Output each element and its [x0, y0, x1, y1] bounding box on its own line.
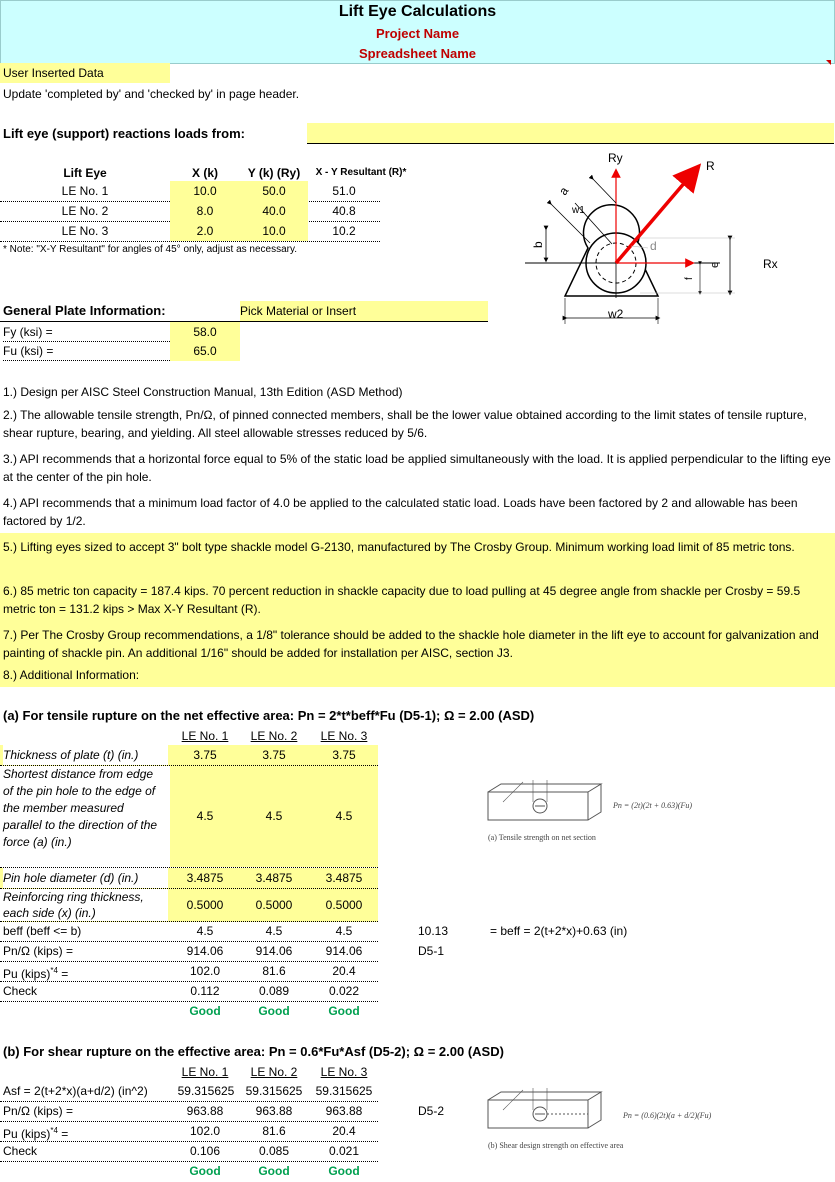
shortest-input[interactable]: 4.5	[265, 809, 283, 823]
resultant-note: * Note: "X-Y Resultant" for angles of 45° only, adjust as necessary.	[3, 244, 298, 255]
e-label: e	[709, 261, 721, 268]
beff-row	[0, 922, 378, 942]
check-value: 0.112	[190, 984, 220, 998]
check-value: 0.085	[258, 1144, 290, 1158]
ring-input[interactable]: 0.5000	[186, 898, 224, 912]
project-name: Project Name	[375, 26, 460, 41]
row-name: LE No. 3	[61, 224, 109, 238]
b-label: b	[531, 241, 545, 248]
check-value: 0.021	[328, 1144, 360, 1158]
resultant-value: 40.8	[332, 204, 356, 218]
pin-label: Pin hole diameter (d) (in.)	[3, 868, 168, 888]
plate-label: General Plate Information:	[3, 303, 166, 318]
pn-label: Pn/Ω (kips) =	[3, 1104, 73, 1118]
pu-value: 20.4	[332, 1124, 356, 1138]
shortest-row	[0, 766, 378, 868]
pn-value: 963.88	[255, 1104, 293, 1118]
pn-value: 963.88	[186, 1104, 224, 1118]
x-input[interactable]: 10.0	[170, 181, 240, 201]
col-le2: LE No. 2	[250, 1065, 298, 1079]
pu-sup: *4	[50, 1126, 58, 1135]
rx-label: Rx	[763, 257, 778, 271]
tensile-caption: (a) Tensile strength on net section	[488, 833, 596, 842]
pin-input[interactable]: 3.4875	[325, 871, 363, 885]
page-header	[0, 0, 835, 64]
note-1: 1.) Design per AISC Steel Construction Manual, 13th Edition (ASD Method)	[3, 385, 403, 399]
note-4: 4.) API recommends that a minimum load factor of 4.0 be applied to the calculated static load. Loads have been factored by 2 and allowable has been factored by 1/2.	[3, 496, 798, 528]
pu-value: 102.0	[189, 964, 221, 978]
fy-row	[0, 321, 240, 342]
asf-label: Asf = 2(t+2*x)(a+d/2) (in^2)	[3, 1084, 148, 1098]
row-name: LE No. 1	[61, 184, 109, 198]
material-select[interactable]: Pick Material or Insert	[240, 301, 488, 322]
y-input[interactable]: 10.0	[240, 221, 308, 241]
asf-value: 59.315625	[245, 1084, 303, 1098]
result-good: Good	[328, 1164, 360, 1178]
tensile-figure	[483, 772, 743, 847]
note-3: 3.) API recommends that a horizontal force equal to 5% of the static load be applied simultaneously with the load. It is applied perpendicular to the lifting eye at the center of the pin hole.	[3, 452, 831, 484]
pn-value: 914.06	[186, 944, 224, 958]
w1-label: w1	[572, 205, 585, 216]
thickness-input[interactable]: 3.75	[332, 748, 356, 762]
note-7[interactable]: 7.) Per The Crosby Group recommendations, a 1/8" tolerance should be added to the shackle hole diameter in the lift eye to account for galvanization and painting of shackle pin. An additional 1/16" should be added for installation per AISC, section J3.	[3, 628, 819, 660]
shortest-input[interactable]: 4.5	[196, 809, 214, 823]
y-input[interactable]: 50.0	[240, 181, 308, 201]
x-input[interactable]: 8.0	[170, 201, 240, 221]
col-x: X (k)	[191, 166, 218, 180]
fu-input[interactable]: 65.0	[170, 341, 240, 361]
pu-row	[0, 1122, 378, 1142]
note-5[interactable]: 5.) Lifting eyes sized to accept 3" bolt type shackle model G-2130, manufactured by The Crosby Group. Minimum working load limit of 85 metric tons.	[3, 540, 795, 554]
spreadsheet-name: Spreadsheet Name	[358, 46, 477, 61]
beff-value: 4.5	[196, 924, 214, 938]
table-row	[0, 181, 380, 202]
fy-label: Fy (ksi) =	[3, 322, 170, 342]
pu-eq: =	[57, 967, 69, 981]
pu-value: 81.6	[262, 964, 286, 978]
pn-value: 963.88	[325, 1104, 363, 1118]
shear-caption: (b) Shear design strength on effective area	[488, 1141, 624, 1150]
col-le1: LE No. 1	[181, 1065, 229, 1079]
beff-ref: 10.13	[418, 924, 449, 938]
a-label: a	[555, 184, 572, 198]
pin-row	[0, 868, 378, 889]
pn-label: Pn/Ω (kips) =	[3, 944, 73, 958]
ring-label: Reinforcing ring thickness, each side (x) (in.)	[0, 889, 168, 921]
check-value: 0.022	[328, 984, 360, 998]
reactions-label: Lift eye (support) reactions loads from:	[3, 126, 245, 141]
update-note: Update 'completed by' and 'checked by' in page header.	[3, 87, 300, 101]
col-le1: LE No. 1	[181, 729, 229, 743]
result-good: Good	[258, 1164, 290, 1178]
note-6[interactable]: 6.) 85 metric ton capacity = 187.4 kips. 70 percent reduction in shackle capacity due to load pulling at 45 degree angle from shackle per Crosby = 59.5 metric ton = 131.2 kips > Max X-Y Resultant (R).	[3, 584, 801, 616]
table-row	[0, 221, 380, 242]
asf-value: 59.315625	[315, 1084, 373, 1098]
d-label: d	[650, 239, 657, 253]
pu-value: 81.6	[262, 1124, 286, 1138]
row-name: LE No. 2	[61, 204, 109, 218]
check-row	[0, 1142, 378, 1162]
pn-ref: D5-1	[418, 944, 445, 958]
ring-input[interactable]: 0.5000	[325, 898, 363, 912]
col-y: Y (k) (Ry)	[247, 166, 301, 180]
pu-sup: *4	[50, 966, 58, 975]
r-label: R	[706, 159, 715, 173]
thickness-input[interactable]: 3.75	[262, 748, 286, 762]
pin-input[interactable]: 3.4875	[186, 871, 224, 885]
beff-formula: = beff = 2(t+2*x)+0.63 (in)	[490, 924, 628, 938]
x-input[interactable]: 2.0	[170, 221, 240, 241]
check-value: 0.089	[258, 984, 290, 998]
thickness-input[interactable]: 3.75	[193, 748, 217, 762]
f-label: f	[684, 277, 695, 280]
result-good: Good	[189, 1004, 221, 1018]
pn-value: 914.06	[255, 944, 293, 958]
ring-input[interactable]: 0.5000	[255, 898, 293, 912]
check-row	[0, 982, 378, 1002]
col-lift-eye: Lift Eye	[63, 166, 107, 180]
asf-row	[0, 1082, 378, 1102]
pu-value: 20.4	[332, 964, 356, 978]
thickness-row	[0, 745, 378, 766]
col-resultant: X - Y Resultant (R)*	[315, 167, 407, 178]
pin-input[interactable]: 3.4875	[255, 871, 293, 885]
shortest-input[interactable]: 4.5	[335, 809, 353, 823]
page-title: Lift Eye Calculations	[338, 3, 497, 20]
shortest-label: Shortest distance from edge of the pin hole to the edge of the member measured parallel to the direction of the force (a) (in.)	[3, 767, 158, 849]
pu-label	[3, 961, 168, 981]
resultant-value: 51.0	[332, 184, 356, 198]
result-good: Good	[328, 1004, 360, 1018]
result-good: Good	[189, 1164, 221, 1178]
thickness-label: Thickness of plate (t) (in.)	[3, 745, 168, 765]
pn-ref: D5-2	[418, 1104, 445, 1118]
reactions-source-input[interactable]	[307, 123, 834, 144]
shear-figure	[483, 1080, 743, 1155]
asf-value: 59.315625	[177, 1084, 235, 1098]
result-good: Good	[258, 1004, 290, 1018]
tensile-formula: Pn = (2t)(2t + 0.63)(Fu)	[613, 801, 692, 810]
section-b-title: (b) For shear rupture on the effective area: Pn = 0.6*Fu*Asf (D5-2); Ω = 2.00 (ASD)	[3, 1044, 504, 1059]
lift-eye-diagram	[520, 148, 790, 338]
note-2: 2.) The allowable tensile strength, Pn/Ω, of pinned connected members, shall be the lower value obtained according to the limit states of tensile rupture, shear rupture, bearing, and yielding. All steel allowable stresses reduced by 5/6.	[3, 408, 807, 440]
fy-input[interactable]: 58.0	[170, 322, 240, 342]
pn-row	[0, 1102, 378, 1122]
ring-row	[0, 889, 378, 922]
beff-label: beff (beff <= b)	[3, 924, 82, 938]
resultant-value: 10.2	[332, 224, 356, 238]
beff-value: 4.5	[265, 924, 283, 938]
beff-value: 4.5	[335, 924, 353, 938]
fu-row	[0, 341, 240, 361]
pn-row	[0, 942, 378, 962]
pu-row	[0, 962, 378, 982]
comment-marker-icon	[826, 60, 831, 65]
y-input[interactable]: 40.0	[240, 201, 308, 221]
shear-formula: Pn = (0.6)(2t)(a + d/2)(Fu)	[623, 1111, 712, 1120]
pu-value: 102.0	[189, 1124, 221, 1138]
col-le3: LE No. 3	[320, 1065, 368, 1079]
w2-label: w2	[608, 307, 624, 321]
note-8[interactable]: 8.) Additional Information:	[3, 668, 140, 682]
col-le2: LE No. 2	[250, 729, 298, 743]
check-label: Check	[3, 984, 38, 998]
col-le3: LE No. 3	[320, 729, 368, 743]
check-label: Check	[3, 1144, 38, 1158]
fu-label: Fu (ksi) =	[3, 341, 170, 361]
ry-label: Ry	[608, 151, 623, 165]
pu-text: Pu (kips)	[3, 967, 51, 981]
section-a-title: (a) For tensile rupture on the net effective area: Pn = 2*t*beff*Fu (D5-1); Ω = 2.00 (ASD)	[3, 708, 535, 723]
user-data-legend: User Inserted Data	[0, 63, 170, 83]
pu-eq: =	[57, 1127, 69, 1141]
table-row	[0, 201, 380, 222]
pu-text: Pu (kips)	[3, 1127, 51, 1141]
pu-label	[3, 1121, 168, 1141]
pn-value: 914.06	[325, 944, 363, 958]
check-value: 0.106	[189, 1144, 221, 1158]
